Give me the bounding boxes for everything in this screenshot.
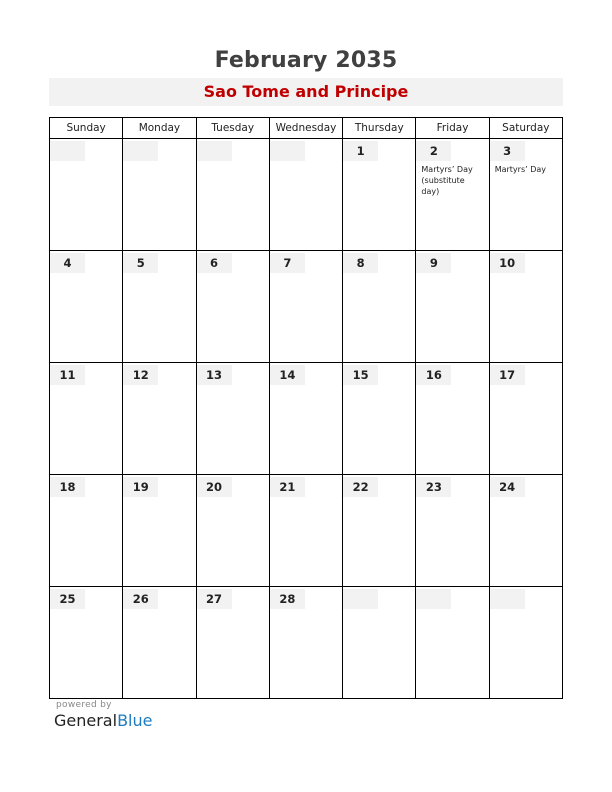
weekday-header-row [50, 118, 563, 139]
day-number: 7 [270, 253, 305, 273]
day-number [123, 141, 158, 161]
day-cell [489, 587, 562, 699]
brand-name-blue: Blue [117, 711, 153, 730]
day-number: 8 [343, 253, 378, 273]
day-cell [196, 475, 269, 587]
week-row [50, 139, 563, 251]
calendar-title: February 2035 [214, 48, 398, 73]
week-row [50, 475, 563, 587]
weekday-header: Sunday [50, 118, 123, 139]
day-number: 18 [50, 477, 85, 497]
day-cell [343, 139, 416, 251]
day-number: 11 [50, 365, 85, 385]
brand-name-general: General [54, 711, 118, 730]
weekday-header: Thursday [343, 118, 416, 139]
holiday-label: Martyrs’ Day [494, 165, 546, 174]
day-number: 10 [490, 253, 525, 273]
week-row [50, 587, 563, 699]
day-cell [196, 587, 269, 699]
powered-by-label: powered by [56, 700, 112, 710]
day-number: 9 [416, 253, 451, 273]
day-cell [269, 251, 342, 363]
day-cell [416, 587, 489, 699]
day-cell [123, 251, 196, 363]
day-number: 5 [123, 253, 158, 273]
day-cell [50, 587, 123, 699]
day-number: 26 [123, 589, 158, 609]
day-cell [489, 251, 562, 363]
weekday-header: Tuesday [196, 118, 269, 139]
day-number: 2 [416, 141, 451, 161]
country-banner: Sao Tome and Principe [49, 78, 563, 106]
day-cell [343, 363, 416, 475]
brand-logo[interactable] [54, 711, 152, 730]
day-number [343, 589, 378, 609]
day-cell [489, 475, 562, 587]
day-cell [50, 363, 123, 475]
day-cell [416, 363, 489, 475]
month-calendar [49, 117, 563, 699]
day-number: 14 [270, 365, 305, 385]
day-number [50, 141, 85, 161]
day-cell [489, 363, 562, 475]
day-number: 25 [50, 589, 85, 609]
day-number [197, 141, 232, 161]
day-number: 27 [197, 589, 232, 609]
day-cell [416, 475, 489, 587]
day-number: 3 [490, 141, 525, 161]
day-cell [123, 587, 196, 699]
week-row [50, 363, 563, 475]
day-cell [416, 139, 489, 251]
day-number: 17 [490, 365, 525, 385]
day-cell [343, 587, 416, 699]
day-cell [196, 139, 269, 251]
day-number [270, 141, 305, 161]
day-number [416, 589, 451, 609]
weekday-header: Wednesday [269, 118, 342, 139]
day-number: 16 [416, 365, 451, 385]
weekday-header: Monday [123, 118, 196, 139]
day-number [490, 589, 525, 609]
day-number: 13 [197, 365, 232, 385]
day-number: 20 [197, 477, 232, 497]
day-number: 21 [270, 477, 305, 497]
week-row [50, 251, 563, 363]
day-number: 1 [343, 141, 378, 161]
day-cell [343, 475, 416, 587]
weekday-header: Saturday [489, 118, 562, 139]
day-cell [416, 251, 489, 363]
day-cell [123, 475, 196, 587]
day-number: 24 [490, 477, 525, 497]
day-number: 12 [123, 365, 158, 385]
day-number: 28 [270, 589, 305, 609]
day-cell [196, 251, 269, 363]
day-number: 19 [123, 477, 158, 497]
holiday-label: Martyrs’ Day (substitute day) [421, 165, 473, 196]
day-cell [123, 363, 196, 475]
day-cell [50, 475, 123, 587]
day-cell [50, 139, 123, 251]
day-cell [269, 587, 342, 699]
day-number: 23 [416, 477, 451, 497]
day-cell [123, 139, 196, 251]
day-cell [489, 139, 562, 251]
day-cell [269, 363, 342, 475]
day-cell [269, 139, 342, 251]
weekday-header: Friday [416, 118, 489, 139]
day-number: 22 [343, 477, 378, 497]
day-number: 4 [50, 253, 85, 273]
day-number: 15 [343, 365, 378, 385]
day-cell [50, 251, 123, 363]
day-number: 6 [197, 253, 232, 273]
day-cell [269, 475, 342, 587]
day-cell [196, 363, 269, 475]
day-cell [343, 251, 416, 363]
